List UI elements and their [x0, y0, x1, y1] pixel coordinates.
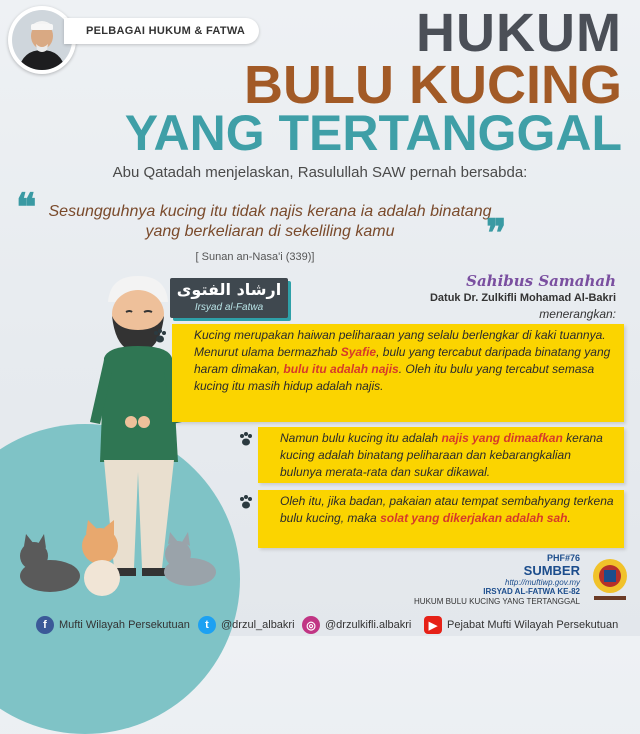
title-line-1: HUKUM [416, 3, 622, 63]
source-url[interactable]: http://muftiwp.gov.my [505, 578, 580, 587]
youtube-icon: ▶ [424, 616, 442, 634]
point-1-text-b: , bulu yang tercabut daripada binatang yang haram dimakan, [194, 345, 611, 376]
twitter-icon: t [198, 616, 216, 634]
source-title: SUMBER [523, 563, 580, 578]
cats-illustration-icon [10, 498, 230, 598]
hadith-source: [ Sunan an-Nasa'i (339)] [195, 251, 315, 263]
social-youtube[interactable] [424, 618, 618, 632]
speaker-verb: menerangkan: [539, 307, 616, 321]
mufti-logo-icon [588, 556, 632, 602]
irsyad-arabic: ارشاد الفتوى [176, 280, 282, 299]
paw-icon [238, 431, 254, 447]
hadith-quote [30, 202, 510, 242]
point-3-text-a: Oleh itu, jika badan, pakaian atau tempat sembahyang terkena bulu kucing, maka [280, 494, 614, 525]
point-2-highlight: najis yang dimaafkan [441, 431, 563, 445]
point-panel-1 [172, 324, 624, 422]
social-twitter[interactable] [198, 618, 295, 632]
point-1-text-c: . Oleh itu bulu yang tercabut semasa kucing itu masih hidup adalah najis. [194, 362, 595, 393]
close-quote-icon: ❞ [486, 210, 507, 255]
point-panel-2 [258, 427, 624, 483]
social-instagram[interactable] [302, 618, 411, 632]
irsyad-latin: Irsyad al-Fatwa [194, 302, 264, 313]
point-1-text-a: Kucing merupakan haiwan peliharaan yang selalu berlengkar di kaki tuannya. Menurut ulama bermazhab [194, 328, 606, 359]
twitter-label: @drzul_albakri [221, 619, 295, 631]
person-portrait-icon [12, 10, 72, 70]
source-phf: PHF#76 [546, 553, 580, 563]
series-tag: PELBAGAI HUKUM & FATWA [64, 18, 259, 44]
point-1-highlight-2: bulu itu adalah najis [283, 362, 399, 376]
point-2-text-b: kerana kucing adalah binatang peliharaan dan kebarangkalian bulunya merata-rata dan sukar dikawal. [280, 431, 603, 479]
speaker-honorific: Sahibus Samahah [466, 272, 616, 290]
hadith-intro: Abu Qatadah menjelaskan, Rasulullah SAW pernah bersabda: [112, 164, 528, 181]
point-2-text-a: Namun bulu kucing itu adalah [280, 431, 442, 445]
instagram-icon: ◎ [302, 616, 320, 634]
facebook-label: Mufti Wilayah Persekutuan [59, 619, 190, 631]
point-3-text-b: . [567, 511, 571, 525]
paw-icon [238, 494, 254, 510]
point-panel-3 [258, 490, 624, 548]
social-facebook[interactable] [36, 618, 190, 632]
hadith-line-2: yang berkeliaran di sekeliling kamu [145, 223, 395, 240]
title-line-3: YANG TERTANGGAL [124, 105, 622, 161]
point-1-highlight-1: Syafie [340, 345, 377, 359]
instagram-label: @drzulkifli.albakri [325, 619, 412, 631]
facebook-icon: f [36, 616, 54, 634]
hadith-line-1: Sesungguhnya kucing itu tidak najis kerana ia adalah binatang [48, 203, 492, 220]
paw-icon [152, 328, 168, 344]
title-line-2: BULU KUCING [244, 55, 622, 115]
open-quote-icon: ❝ [16, 184, 37, 229]
speaker-name: Datuk Dr. Zulkifli Mohamad Al-Bakri [429, 292, 616, 304]
source-ref: IRSYAD AL-FATWA KE-82 [483, 587, 580, 596]
social-bar [0, 612, 640, 636]
youtube-label: Pejabat Mufti Wilayah Persekutuan [447, 619, 619, 631]
source-topic: HUKUM BULU KUCING YANG TERTANGGAL [414, 597, 580, 606]
point-3-highlight: solat yang dikerjakan adalah sah [380, 511, 568, 525]
